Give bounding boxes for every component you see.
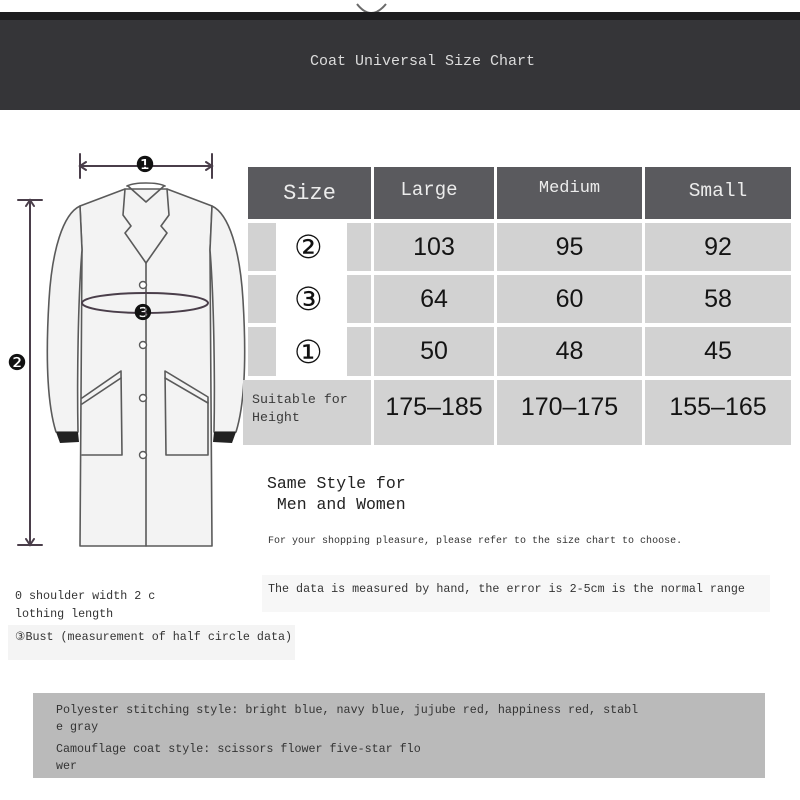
- table-cell: 48: [497, 327, 642, 376]
- table-cell: 60: [497, 275, 642, 323]
- measurement-note: The data is measured by hand, the error is 2-5cm is the normal range: [268, 582, 745, 596]
- table-cell: 155–165: [645, 380, 791, 445]
- legend-bust-box: [8, 625, 295, 660]
- measurement-marker-2: ❷: [7, 351, 27, 376]
- table-cell: 45: [645, 327, 791, 376]
- measurement-note-box: [262, 575, 770, 612]
- table-cell: 92: [645, 223, 791, 271]
- coat-button: [140, 282, 147, 289]
- table-cell: 58: [645, 275, 791, 323]
- column-header-size: Size: [248, 167, 371, 219]
- left-cuff: [56, 432, 79, 443]
- column-header-medium: Medium: [497, 167, 642, 219]
- legend-bust: ③Bust (measurement of half circle data): [15, 630, 292, 644]
- coat-button: [140, 342, 147, 349]
- header-banner: [0, 20, 800, 110]
- left-sleeve: [47, 206, 82, 432]
- coat-button: [140, 395, 147, 402]
- row-label-cell: [248, 223, 371, 271]
- style-info-box: [33, 693, 765, 778]
- table-cell: 170–175: [497, 380, 642, 445]
- page-title: Coat Universal Size Chart: [310, 53, 536, 70]
- measurement-marker-3: ❸: [133, 301, 153, 326]
- height-row-label: Suitable for Height: [243, 380, 371, 445]
- row-label: ③: [294, 280, 323, 318]
- right-sleeve: [210, 206, 245, 432]
- coat-button: [140, 452, 147, 459]
- header-top-strip: [0, 12, 800, 20]
- coat-diagram: [0, 140, 260, 560]
- table-cell: 50: [374, 327, 494, 376]
- row-label-cell: [248, 327, 371, 376]
- shopping-tip: For your shopping pleasure, please refer to the size chart to choose.: [268, 536, 683, 547]
- size-table: [248, 167, 791, 445]
- style-info-camouflage: Camouflage coat style: scissors flower five-star flower: [56, 742, 421, 773]
- table-cell: 95: [497, 223, 642, 271]
- legend-dimensions: 0 shoulder width 2 clothing length: [15, 589, 156, 621]
- row-label: ②: [294, 228, 323, 266]
- table-cell: 175–185: [374, 380, 494, 445]
- column-header-small: Small: [645, 167, 791, 219]
- style-info-polyester: Polyester stitching style: bright blue, navy blue, jujube red, happiness red, stable gray: [56, 703, 639, 734]
- measurement-marker-1: ❶: [135, 153, 155, 178]
- column-header-large: Large: [374, 167, 494, 219]
- row-label-cell: [248, 275, 371, 323]
- table-cell: 103: [374, 223, 494, 271]
- row-label: ①: [294, 332, 323, 371]
- style-heading: Same Style for Men and Women: [267, 474, 406, 514]
- table-cell: 64: [374, 275, 494, 323]
- right-cuff: [213, 432, 236, 443]
